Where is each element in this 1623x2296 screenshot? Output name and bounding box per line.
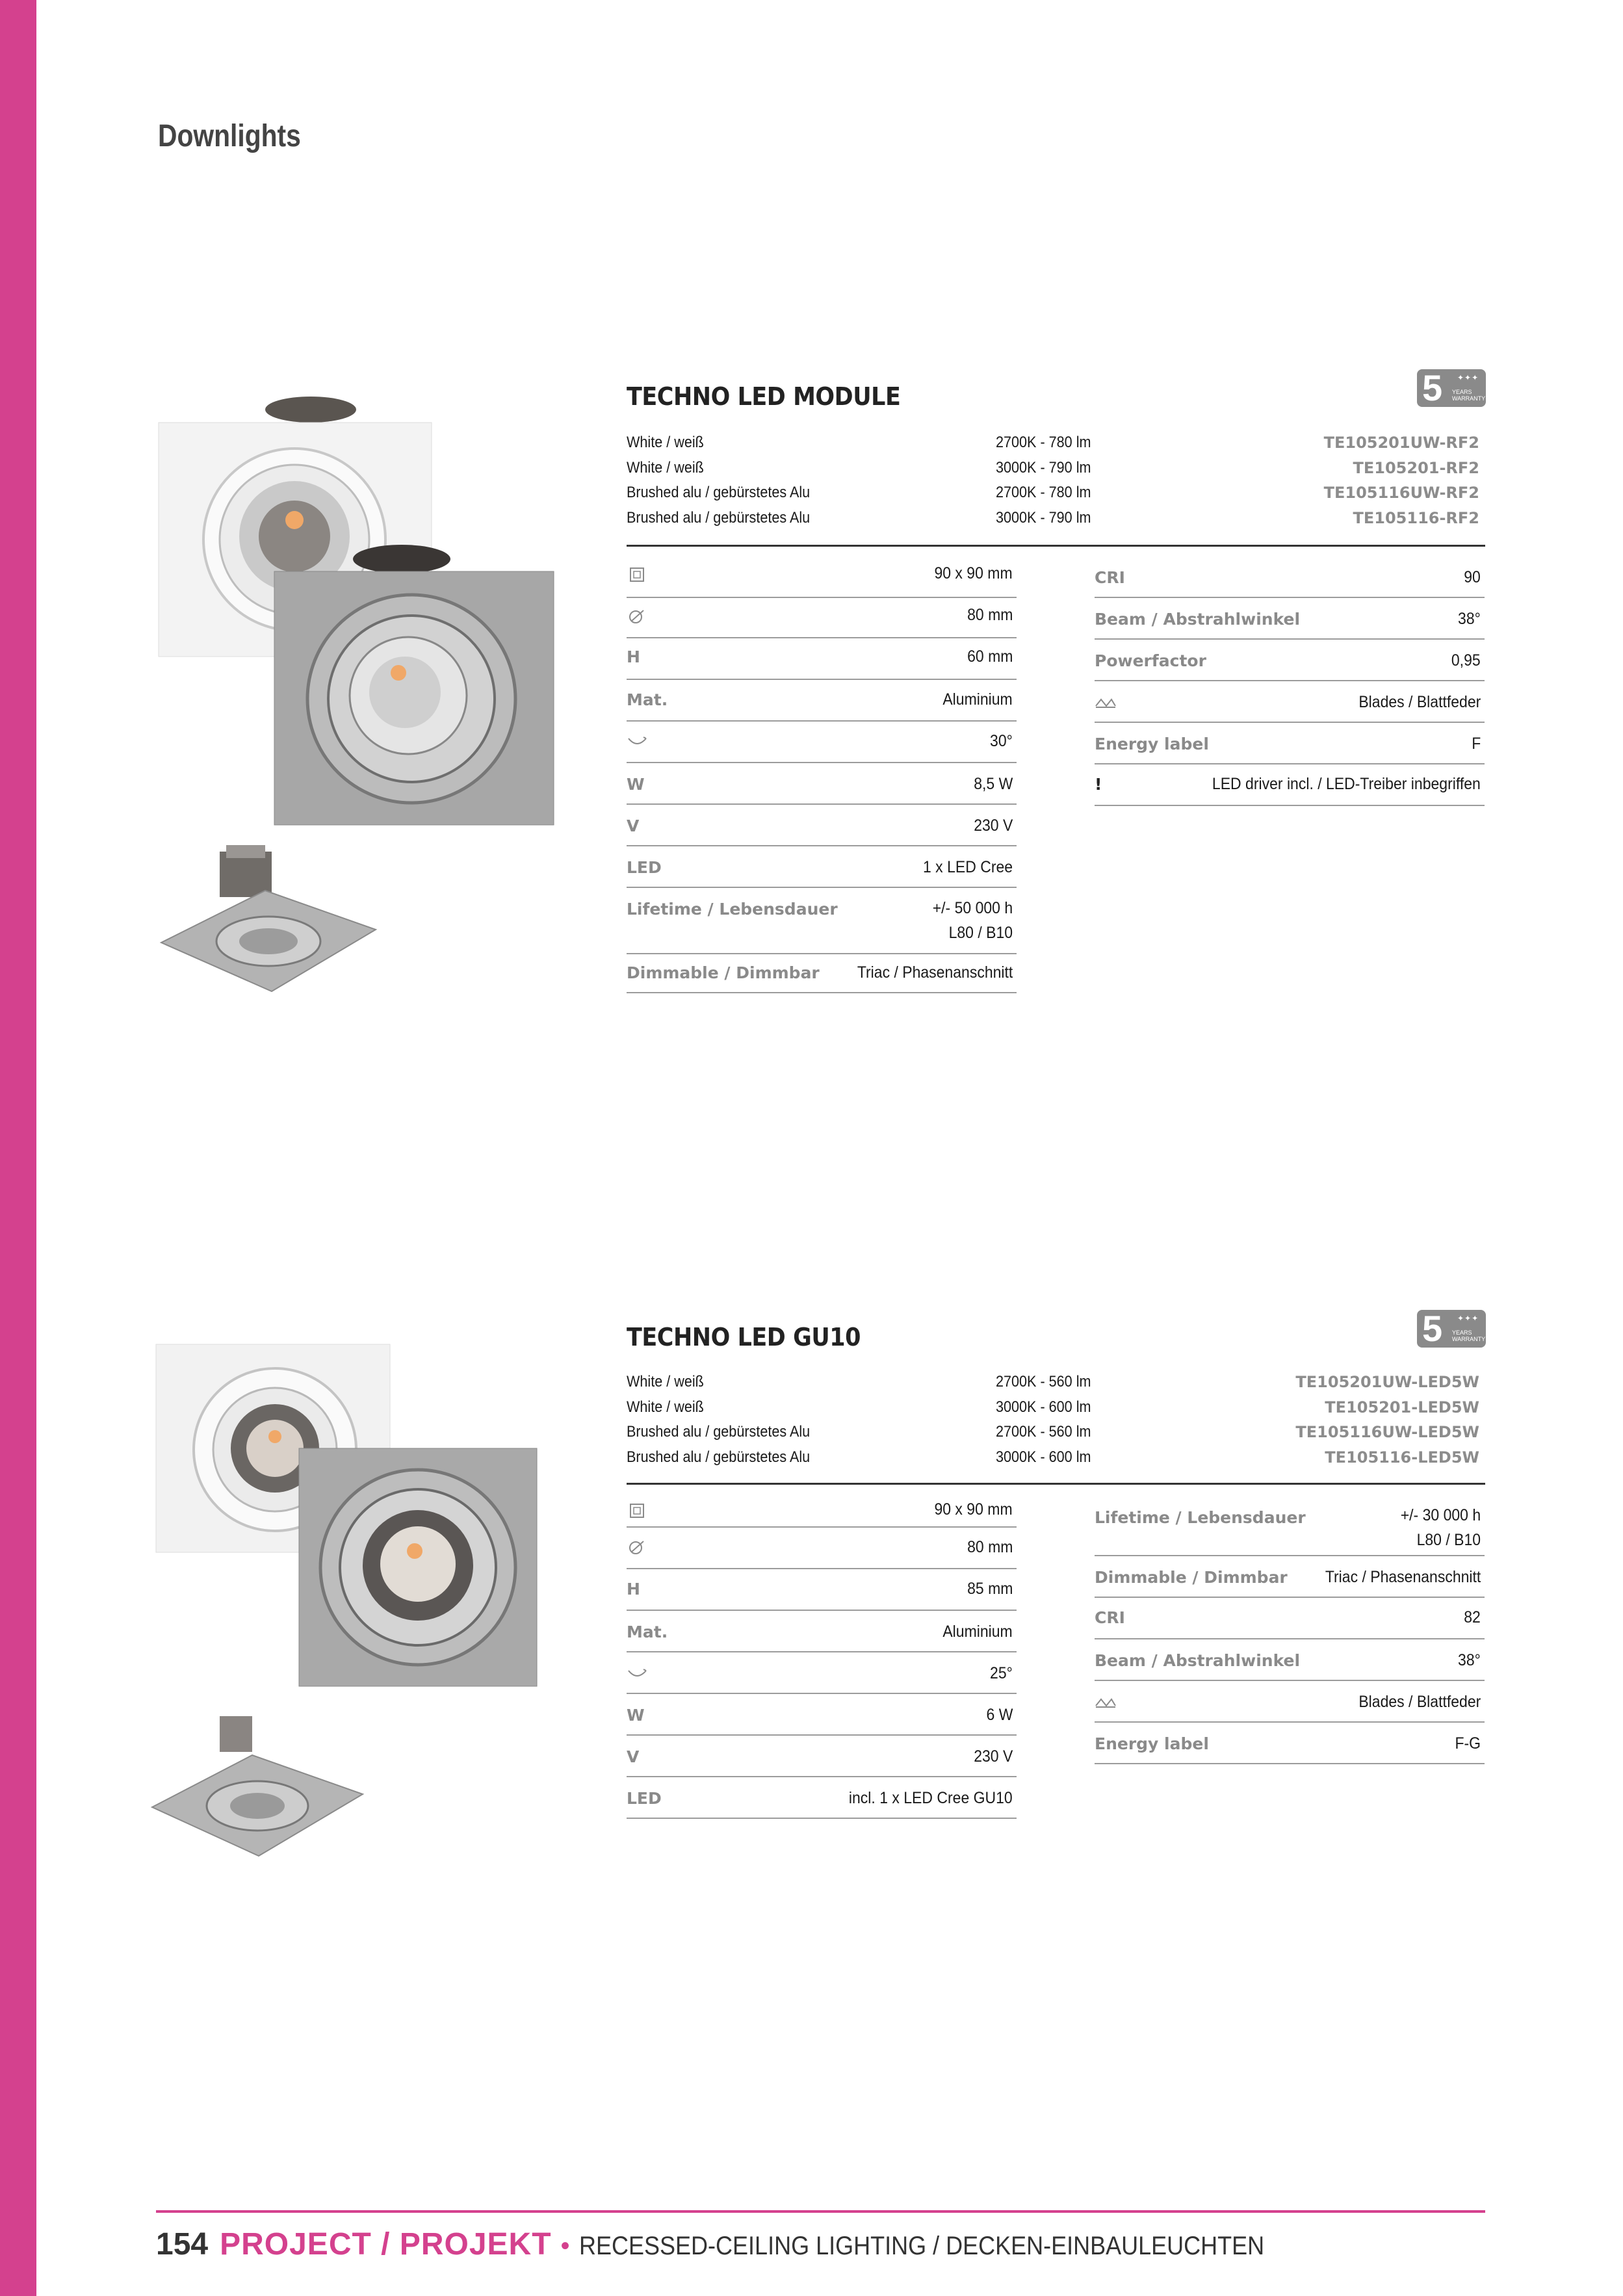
section-divider	[627, 545, 1485, 547]
spec-row	[1095, 1556, 1485, 1598]
cutout-diameter-icon	[627, 1539, 649, 1555]
spec-label: V	[627, 816, 640, 835]
spec-value: 90 x 90 mm	[934, 1500, 1013, 1519]
spec-row	[1095, 723, 1485, 764]
variant-code: TE105116-RF2	[1353, 508, 1479, 527]
spec-value: 1 x LED Cree	[922, 858, 1013, 876]
spec-label: Powerfactor	[1095, 651, 1206, 670]
warning-mark: !	[1095, 775, 1102, 794]
spec-value: 80 mm	[967, 606, 1013, 624]
spec-label: CRI	[1095, 1608, 1125, 1627]
variant-row	[627, 459, 1479, 484]
footer-category: PROJECT / PROJEKT	[220, 2227, 552, 2262]
spec-row	[627, 722, 1017, 763]
spec-value: Aluminium	[942, 1623, 1013, 1641]
mounting-clip-icon	[1095, 694, 1117, 710]
warranty-badge	[1417, 369, 1486, 407]
spec-value: 6 W	[986, 1706, 1013, 1724]
product-title: TECHNO LED GU10	[627, 1323, 861, 1351]
warranty-years: 5	[1422, 367, 1443, 408]
warranty-text: YEARS WARRANTY	[1452, 389, 1486, 402]
spec-label: Energy label	[1095, 1734, 1209, 1753]
spec-value: 38°	[1458, 610, 1481, 628]
spec-label: LED	[627, 1789, 662, 1808]
variant-spec: 2700K - 780 lm	[996, 484, 1091, 501]
variant-list	[627, 434, 1479, 534]
page-number: 154	[156, 2227, 209, 2262]
spec-value: 82	[1464, 1608, 1481, 1626]
variant-name: Brushed alu / gebürstetes Alu	[627, 1423, 811, 1441]
spec-label: H	[627, 647, 640, 666]
square-dimension-icon	[627, 1503, 649, 1519]
star-dots-icon: ✦✦✦	[1457, 373, 1479, 382]
variant-row	[627, 509, 1479, 534]
spec-row	[627, 1569, 1017, 1611]
spec-row	[1095, 1639, 1485, 1681]
spec-label: Mat.	[627, 690, 668, 709]
spec-row	[1095, 1495, 1485, 1556]
variant-spec: 2700K - 560 lm	[996, 1373, 1091, 1390]
warranty-years: 5	[1422, 1308, 1443, 1349]
spec-table-right	[1095, 558, 1485, 806]
spec-label: Energy label	[1095, 735, 1209, 753]
spec-label: Beam / Abstrahlwinkel	[1095, 1651, 1301, 1670]
spec-value: 60 mm	[967, 647, 1013, 666]
spec-value: +/- 30 000 h	[1400, 1506, 1481, 1524]
spec-row	[627, 598, 1017, 638]
tilt-angle-icon	[627, 735, 649, 750]
spec-label: CRI	[1095, 568, 1125, 587]
spec-value: F-G	[1455, 1734, 1481, 1753]
spec-row	[627, 1652, 1017, 1694]
variant-row	[627, 434, 1479, 459]
footer-divider	[156, 2210, 1485, 2213]
spec-row	[627, 888, 1017, 954]
spec-label: H	[627, 1580, 640, 1598]
spec-row	[1095, 1723, 1485, 1764]
variant-code: TE105201UW-RF2	[1323, 434, 1479, 452]
spec-value: 230 V	[973, 816, 1013, 835]
footer-bullet: •	[560, 2232, 570, 2260]
spec-row	[627, 1611, 1017, 1652]
warranty-badge	[1417, 1310, 1486, 1348]
spec-row	[627, 954, 1017, 993]
variant-code: TE105116-LED5W	[1325, 1448, 1479, 1467]
spec-label: LED	[627, 858, 662, 877]
spec-label: Dimmable / Dimmbar	[1095, 1568, 1288, 1587]
spec-value: Triac / Phasenanschnitt	[1325, 1568, 1481, 1586]
variant-name: White / weiß	[627, 1373, 704, 1390]
spec-value: 90 x 90 mm	[934, 564, 1013, 582]
warranty-text: YEARS WARRANTY	[1452, 1329, 1486, 1342]
spec-value: 90	[1464, 568, 1481, 586]
spec-table-left	[627, 558, 1017, 993]
spec-label: Mat.	[627, 1623, 668, 1641]
spec-row	[627, 1736, 1017, 1777]
spec-row	[627, 680, 1017, 722]
tilt-angle-icon	[627, 1667, 649, 1682]
spec-value: 0,95	[1451, 651, 1481, 670]
spec-table-right	[1095, 1495, 1485, 1764]
variant-code: TE105201-LED5W	[1325, 1398, 1479, 1416]
variant-name: Brushed alu / gebürstetes Alu	[627, 1448, 811, 1466]
variant-name: Brushed alu / gebürstetes Alu	[627, 484, 811, 501]
spec-label: Lifetime / Lebensdauer	[627, 900, 838, 919]
spec-value: 30°	[990, 732, 1013, 750]
variant-code: TE105201UW-LED5W	[1295, 1373, 1479, 1391]
product-photo-module-side	[155, 845, 382, 995]
spec-value: 25°	[990, 1664, 1013, 1682]
spec-row	[627, 763, 1017, 805]
variant-row	[627, 1448, 1479, 1474]
product-photo-gu10-side	[148, 1716, 369, 1859]
variant-name: Brushed alu / gebürstetes Alu	[627, 508, 811, 527]
footer-subtitle: RECESSED-CEILING LIGHTING / DECKEN-EINBAULEUCHTEN	[578, 2232, 1264, 2260]
variant-spec: 2700K - 560 lm	[996, 1423, 1091, 1441]
spec-table-left	[627, 1495, 1017, 1819]
spec-row	[627, 1528, 1017, 1569]
spec-row	[627, 805, 1017, 846]
spec-row	[1095, 1598, 1485, 1639]
spec-value-secondary: L80 / B10	[948, 924, 1013, 942]
spec-label: Beam / Abstrahlwinkel	[1095, 610, 1301, 629]
spec-value: +/- 50 000 h	[932, 899, 1013, 917]
cutout-diameter-icon	[627, 608, 649, 624]
spec-label: Lifetime / Lebensdauer	[1095, 1508, 1306, 1527]
variant-row	[627, 1398, 1479, 1424]
spec-row	[627, 1777, 1017, 1819]
variant-name: White / weiß	[627, 434, 704, 451]
spec-row	[627, 846, 1017, 888]
spec-value: incl. 1 x LED Cree GU10	[849, 1789, 1013, 1807]
spec-value: Blades / Blattfeder	[1358, 1693, 1481, 1711]
product-photo-alu-module	[272, 543, 558, 829]
spec-value: Blades / Blattfeder	[1358, 693, 1481, 711]
variant-row	[627, 1423, 1479, 1448]
spec-label: W	[627, 775, 645, 794]
page-footer	[156, 2226, 1340, 2262]
spec-value: 38°	[1458, 1651, 1481, 1669]
spec-label: W	[627, 1706, 645, 1725]
spec-row	[627, 1495, 1017, 1528]
accent-sidebar	[0, 0, 36, 2296]
spec-row	[1095, 598, 1485, 640]
variant-code: TE105116UW-RF2	[1323, 484, 1479, 502]
variant-name: White / weiß	[627, 458, 704, 476]
spec-row	[1095, 558, 1485, 598]
spec-value-secondary: L80 / B10	[1416, 1531, 1481, 1549]
spec-value: F	[1471, 735, 1481, 753]
square-dimension-icon	[627, 567, 649, 582]
section-divider	[627, 1483, 1485, 1485]
variant-list	[627, 1373, 1479, 1473]
variant-spec: 2700K - 780 lm	[996, 434, 1091, 451]
variant-code: TE105201-RF2	[1353, 458, 1479, 477]
spec-value: Triac / Phasenanschnitt	[857, 963, 1013, 982]
spec-value: Aluminium	[942, 690, 1013, 709]
spec-label: Dimmable / Dimmbar	[627, 963, 820, 982]
spec-row	[1095, 640, 1485, 681]
variant-code: TE105116UW-LED5W	[1295, 1423, 1479, 1441]
variant-spec: 3000K - 790 lm	[996, 458, 1091, 476]
spec-value: 80 mm	[967, 1538, 1013, 1556]
variant-name: White / weiß	[627, 1398, 704, 1416]
spec-value: 85 mm	[967, 1580, 1013, 1598]
product-photo-alu-gu10	[298, 1447, 539, 1689]
spec-row	[1095, 1681, 1485, 1723]
section-title: Downlights	[158, 119, 301, 153]
mounting-clip-icon	[1095, 1694, 1117, 1710]
variant-row	[627, 1373, 1479, 1398]
spec-value: 8,5 W	[973, 775, 1013, 793]
spec-row	[627, 638, 1017, 680]
spec-value: LED driver incl. / LED-Treiber inbegriffen	[1212, 775, 1481, 793]
product-title: TECHNO LED MODULE	[627, 382, 901, 411]
spec-row	[1095, 681, 1485, 723]
star-dots-icon: ✦✦✦	[1457, 1314, 1479, 1323]
spec-label: V	[627, 1747, 640, 1766]
variant-spec: 3000K - 600 lm	[996, 1398, 1091, 1416]
variant-spec: 3000K - 600 lm	[996, 1448, 1091, 1466]
spec-row	[627, 558, 1017, 598]
variant-spec: 3000K - 790 lm	[996, 508, 1091, 527]
spec-row	[1095, 764, 1485, 806]
variant-row	[627, 484, 1479, 509]
spec-value: 230 V	[973, 1747, 1013, 1766]
spec-row	[627, 1694, 1017, 1736]
